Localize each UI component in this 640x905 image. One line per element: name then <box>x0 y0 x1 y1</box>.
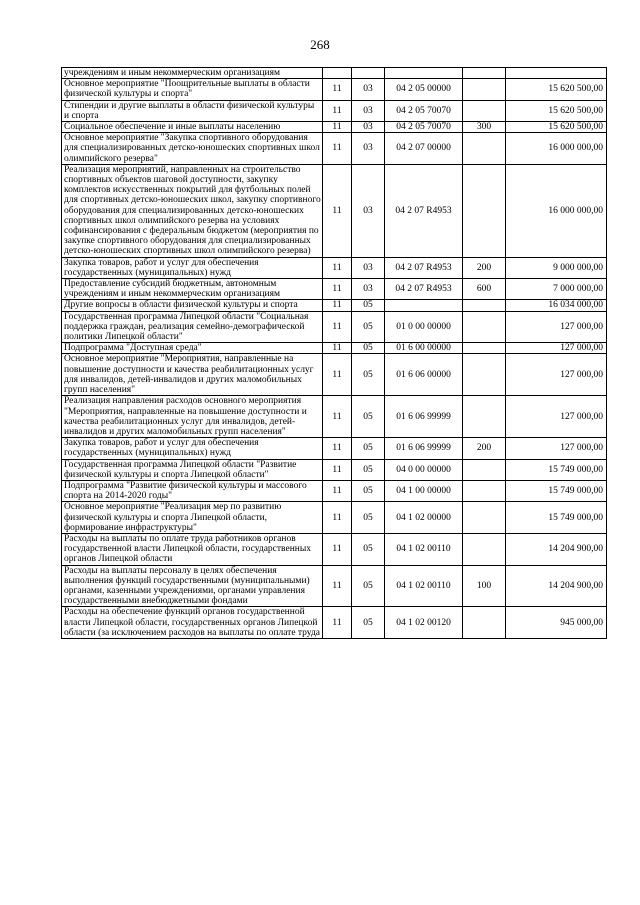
section-code-cell: 11 <box>323 480 352 501</box>
subsection-code-cell: 05 <box>352 300 385 311</box>
expense-type-cell <box>463 354 506 396</box>
target-article-cell: 01 6 06 99999 <box>385 396 463 438</box>
target-article-cell: 04 1 02 00120 <box>385 607 463 639</box>
subsection-code-cell: 05 <box>352 459 385 480</box>
amount-cell: 9 000 000,00 <box>506 257 607 278</box>
row-name-cell: Основное мероприятие "Реализация мер по развитию физической культуры и спорта Липецкой области, формирование инфраструктуры" <box>62 502 323 534</box>
table-row <box>62 480 607 501</box>
subsection-code-cell: 05 <box>352 343 385 354</box>
expense-type-cell: 100 <box>463 565 506 607</box>
expense-type-cell: 600 <box>463 279 506 300</box>
row-name-cell: учреждениям и иным некоммерческим организациям <box>62 68 323 79</box>
subsection-code-cell: 05 <box>352 480 385 501</box>
amount-cell <box>506 68 607 79</box>
row-name-cell: Закупка товаров, работ и услуг для обеспечения государственных (муниципальных) нужд <box>62 438 323 459</box>
table-row <box>62 164 607 257</box>
amount-cell: 127 000,00 <box>506 396 607 438</box>
subsection-code-cell: 03 <box>352 164 385 257</box>
expense-type-cell <box>463 607 506 639</box>
subsection-code-cell: 03 <box>352 279 385 300</box>
budget-table <box>61 67 607 639</box>
row-name-cell: Государственная программа Липецкой области "Развитие физической культуры и спорта Липецкой области" <box>62 459 323 480</box>
subsection-code-cell: 03 <box>352 133 385 165</box>
target-article-cell: 04 2 05 00000 <box>385 79 463 100</box>
section-code-cell: 11 <box>323 300 352 311</box>
row-name-cell: Подпрограмма "Развитие физической культуры и массового спорта на 2014-2020 годы" <box>62 480 323 501</box>
section-code-cell: 11 <box>323 565 352 607</box>
table-row <box>62 533 607 565</box>
row-name-cell: Другие вопросы в области физической культуры и спорта <box>62 300 323 311</box>
table-row <box>62 133 607 165</box>
table-row <box>62 279 607 300</box>
target-article-cell: 04 2 07 R4953 <box>385 164 463 257</box>
page-number: 268 <box>310 37 330 52</box>
table-row <box>62 122 607 133</box>
expense-type-cell <box>463 68 506 79</box>
section-code-cell: 11 <box>323 607 352 639</box>
amount-cell: 16 000 000,00 <box>506 164 607 257</box>
amount-cell: 15 749 000,00 <box>506 459 607 480</box>
expense-type-cell: 300 <box>463 122 506 133</box>
target-article-cell: 01 6 06 99999 <box>385 438 463 459</box>
amount-cell: 7 000 000,00 <box>506 279 607 300</box>
target-article-cell: 04 1 02 00000 <box>385 502 463 534</box>
table-row <box>62 343 607 354</box>
target-article-cell: 04 0 00 00000 <box>385 459 463 480</box>
table-row <box>62 607 607 639</box>
target-article-cell: 04 1 00 00000 <box>385 480 463 501</box>
expense-type-cell <box>463 100 506 121</box>
section-code-cell: 11 <box>323 533 352 565</box>
amount-cell: 945 000,00 <box>506 607 607 639</box>
target-article-cell: 04 2 05 70070 <box>385 100 463 121</box>
amount-cell: 15 620 500,00 <box>506 79 607 100</box>
target-article-cell: 04 2 07 00000 <box>385 133 463 165</box>
target-article-cell: 01 0 00 00000 <box>385 311 463 343</box>
row-name-cell: Государственная программа Липецкой области "Социальная поддержка граждан, реализация семейно-демографической политики Липецкой области" <box>62 311 323 343</box>
subsection-code-cell: 05 <box>352 311 385 343</box>
table-row <box>62 79 607 100</box>
expense-type-cell <box>463 396 506 438</box>
row-name-cell: Основное мероприятие "Поощрительные выплаты в области физической культуры и спорта" <box>62 79 323 100</box>
target-article-cell: 04 2 05 70070 <box>385 122 463 133</box>
section-code-cell: 11 <box>323 164 352 257</box>
row-name-cell: Подпрограмма "Доступная среда" <box>62 343 323 354</box>
amount-cell: 14 204 900,00 <box>506 565 607 607</box>
table-row <box>62 100 607 121</box>
expense-type-cell <box>463 79 506 100</box>
section-code-cell: 11 <box>323 257 352 278</box>
subsection-code-cell: 05 <box>352 354 385 396</box>
row-name-cell: Реализация направления расходов основного мероприятия "Мероприятия, направленные на повышение доступности и качества реабилитационных услуг для инвалидов, детей-инвалидов и других маломобильных групп населения" <box>62 396 323 438</box>
table-row <box>62 565 607 607</box>
row-name-cell: Расходы на выплаты по оплате труда работников органов государственной власти Липецкой области, государственных органов Липецкой области <box>62 533 323 565</box>
target-article-cell: 04 1 02 00110 <box>385 565 463 607</box>
expense-type-cell <box>463 343 506 354</box>
expense-type-cell <box>463 133 506 165</box>
row-name-cell: Предоставление субсидий бюджетным, автономным учреждениям и иным некоммерческим организациям <box>62 279 323 300</box>
section-code-cell: 11 <box>323 438 352 459</box>
amount-cell: 127 000,00 <box>506 354 607 396</box>
subsection-code-cell: 05 <box>352 607 385 639</box>
expense-type-cell: 200 <box>463 438 506 459</box>
section-code-cell: 11 <box>323 279 352 300</box>
subsection-code-cell: 05 <box>352 438 385 459</box>
section-code-cell: 11 <box>323 354 352 396</box>
row-name-cell: Стипендии и другие выплаты в области физической культуры и спорта <box>62 100 323 121</box>
expense-type-cell <box>463 300 506 311</box>
amount-cell: 127 000,00 <box>506 311 607 343</box>
amount-cell: 127 000,00 <box>506 438 607 459</box>
amount-cell: 127 000,00 <box>506 343 607 354</box>
section-code-cell: 11 <box>323 133 352 165</box>
section-code-cell: 11 <box>323 459 352 480</box>
expense-type-cell <box>463 164 506 257</box>
section-code-cell: 11 <box>323 311 352 343</box>
target-article-cell: 04 1 02 00110 <box>385 533 463 565</box>
section-code-cell: 11 <box>323 122 352 133</box>
amount-cell: 15 620 500,00 <box>506 122 607 133</box>
row-name-cell: Закупка товаров, работ и услуг для обеспечения государственных (муниципальных) нужд <box>62 257 323 278</box>
target-article-cell: 01 6 00 00000 <box>385 343 463 354</box>
table-row <box>62 257 607 278</box>
table-row <box>62 438 607 459</box>
subsection-code-cell: 03 <box>352 79 385 100</box>
subsection-code-cell: 03 <box>352 257 385 278</box>
amount-cell: 15 749 000,00 <box>506 480 607 501</box>
expense-type-cell: 200 <box>463 257 506 278</box>
target-article-cell: 04 2 07 R4953 <box>385 279 463 300</box>
subsection-code-cell <box>352 68 385 79</box>
row-name-cell: Социальное обеспечение и иные выплаты населению <box>62 122 323 133</box>
table-row <box>62 354 607 396</box>
row-name-cell: Расходы на обеспечение функций органов государственной власти Липецкой области, государственных органов Липецкой области (за исключением расходов на выплаты по оплате труда <box>62 607 323 639</box>
amount-cell: 14 204 900,00 <box>506 533 607 565</box>
row-name-cell: Основное мероприятие "Мероприятия, направленные на повышение доступности и качества реабилитационных услуг для инвалидов, детей-инвалидов и других маломобильных групп населения" <box>62 354 323 396</box>
expense-type-cell <box>463 480 506 501</box>
table-row <box>62 459 607 480</box>
subsection-code-cell: 05 <box>352 565 385 607</box>
table-row <box>62 311 607 343</box>
expense-type-cell <box>463 311 506 343</box>
amount-cell: 15 620 500,00 <box>506 100 607 121</box>
expense-type-cell <box>463 533 506 565</box>
subsection-code-cell: 03 <box>352 100 385 121</box>
target-article-cell: 04 2 07 R4953 <box>385 257 463 278</box>
section-code-cell: 11 <box>323 343 352 354</box>
target-article-cell <box>385 68 463 79</box>
section-code-cell: 11 <box>323 79 352 100</box>
target-article-cell: 01 6 06 00000 <box>385 354 463 396</box>
subsection-code-cell: 05 <box>352 502 385 534</box>
section-code-cell: 11 <box>323 100 352 121</box>
section-code-cell: 11 <box>323 502 352 534</box>
table-row <box>62 396 607 438</box>
table-row <box>62 68 607 79</box>
expense-type-cell <box>463 459 506 480</box>
amount-cell: 16 034 000,00 <box>506 300 607 311</box>
amount-cell: 16 000 000,00 <box>506 133 607 165</box>
amount-cell: 15 749 000,00 <box>506 502 607 534</box>
expense-type-cell <box>463 502 506 534</box>
subsection-code-cell: 05 <box>352 533 385 565</box>
row-name-cell: Расходы на выплаты персоналу в целях обеспечения выполнения функций государственными (муниципальными) органами, казенными учреждениями, органами управления государственными внебюджетными фондами <box>62 565 323 607</box>
table-row <box>62 502 607 534</box>
table-row <box>62 300 607 311</box>
row-name-cell: Основное мероприятие "Закупка спортивного оборудования для специализированных детско-юношеских спортивных школ олимпийского резерва" <box>62 133 323 165</box>
section-code-cell: 11 <box>323 396 352 438</box>
target-article-cell <box>385 300 463 311</box>
row-name-cell: Реализация мероприятий, направленных на строительство спортивных объектов шаговой доступности, закупку комплектов искусственных покрытий для футбольных полей для спортивных детско-юношеских школ, закупку спортивного оборудования для специализированных детско-юношеских спортивных школ олимпийского резерва на условиях софинансирования с федеральным бюджетом (мероприятия по закупке спортивного оборудования для специализированных детско-юношеских спортивных школ олимпийского резерва) <box>62 164 323 257</box>
subsection-code-cell: 03 <box>352 122 385 133</box>
section-code-cell <box>323 68 352 79</box>
subsection-code-cell: 05 <box>352 396 385 438</box>
